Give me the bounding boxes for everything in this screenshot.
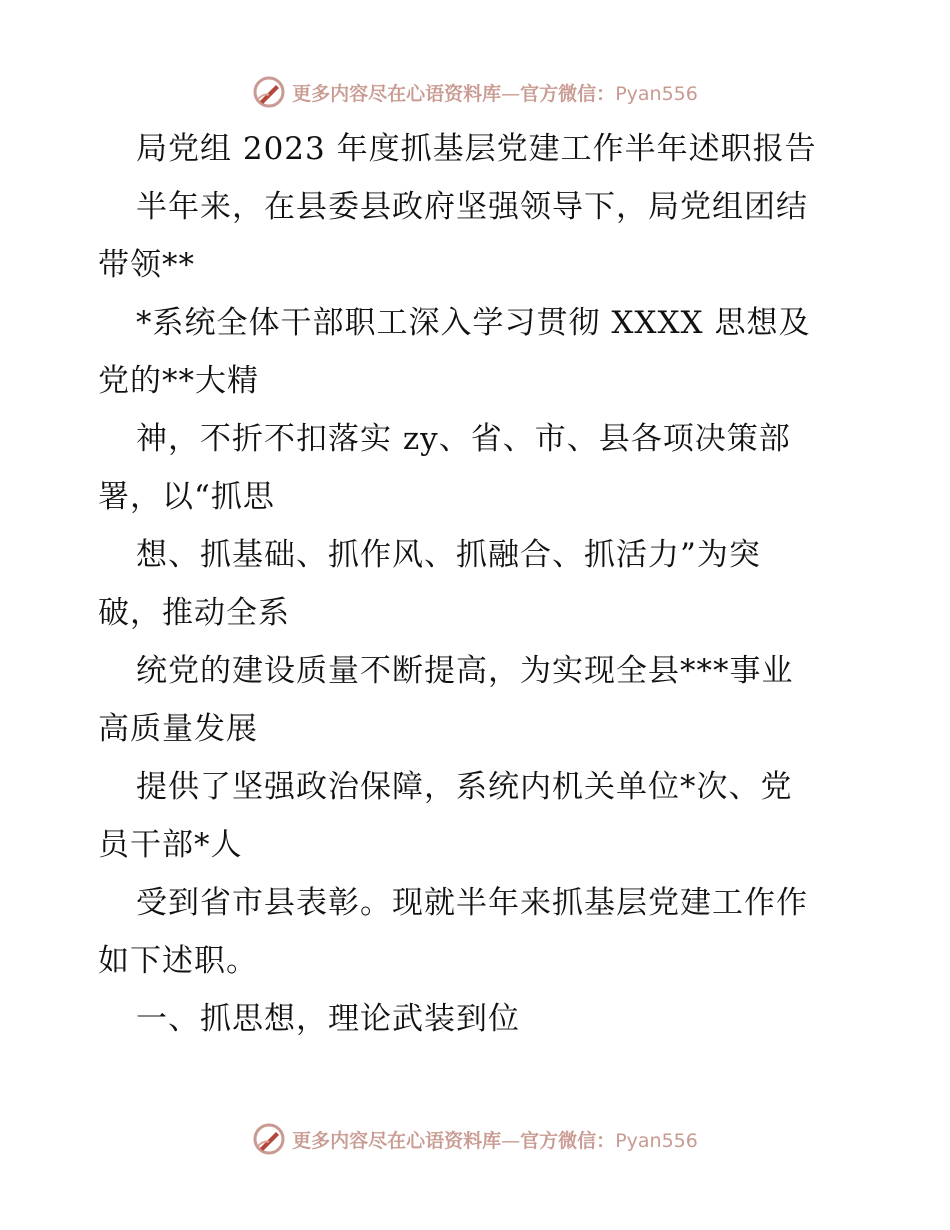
paragraph-line: 高质量发展 [98,711,258,747]
paragraph-line: 神，不折不扣落实 zy、省、市、县各项决策部 [136,421,791,457]
paragraph-line: 提供了坚强政治保障，系统内机关单位*次、党 [136,769,793,805]
section-heading: 一、抓思想，理论武装到位 [136,1001,520,1037]
watermark-wechat-id: Pyan556 [615,1129,698,1152]
document-body [98,120,858,1048]
paragraph-line: 半年来，在县委县政府坚强领导下，局党组团结 [136,189,808,225]
paragraph-line: *系统全体干部职工深入学习贯彻 XXXX 思想及 [136,305,811,341]
paragraph-line: 想、抓基础、抓作风、抓融合、抓活力”为突 [136,537,761,573]
paragraph-line: 受到省市县表彰。现就半年来抓基层党建工作作 [136,885,808,921]
paragraph-line: 带领** [98,247,195,283]
paragraph-line: 员干部*人 [98,827,243,863]
paragraph-line: 破，推动全系 [98,595,290,631]
watermark-wechat-id: Pyan556 [615,82,698,105]
watermark-main-text: 更多内容尽在心语资料库 [292,82,502,105]
header-watermark [0,72,950,112]
watermark-label: 官方微信： [520,1129,616,1152]
paragraph-line: 统党的建设质量不断提高，为实现全县***事业 [136,653,794,689]
watermark-main-text: 更多内容尽在心语资料库 [292,1129,502,1152]
watermark-dash: — [501,82,521,105]
paragraph-line: 如下述职。 [98,943,258,979]
paragraph-line: 署，以“抓思 [98,479,275,515]
watermark-label: 官方微信： [520,82,616,105]
watermark-dash: — [501,1129,521,1152]
paragraph-line: 党的**大精 [98,363,259,399]
document-title: 局党组 2023 年度抓基层党建工作半年述职报告 [136,131,817,167]
ink-pen-logo-icon [252,75,286,109]
footer-watermark [0,1119,950,1159]
ink-pen-logo-icon [252,1122,286,1156]
